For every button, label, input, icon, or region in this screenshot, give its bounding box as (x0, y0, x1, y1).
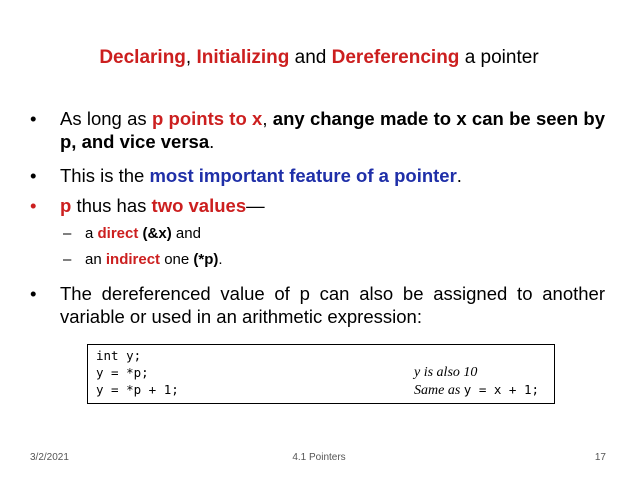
bullet-2-part-2: most important feature of a pointer (149, 165, 457, 186)
title-declaring: Declaring (99, 47, 186, 68)
code-line-1: int y; (96, 348, 142, 363)
subbullet-1 (63, 224, 201, 244)
code-line-3: y = *p + 1; (96, 382, 179, 397)
subbullet-2-part-5: . (218, 251, 223, 268)
subbullet-2-part-1: an (85, 251, 106, 268)
slide-title (0, 45, 638, 71)
bullet-2-text (60, 164, 605, 187)
code-comment-2-code: y = x + 1; (463, 382, 540, 397)
title-sep-2: and (289, 47, 332, 68)
code-comment-2-italic: Same as (414, 383, 464, 398)
bullet-4 (30, 282, 605, 328)
subbullet-1-part-4: (&x) (142, 225, 172, 242)
code-comment-2 (414, 381, 539, 399)
subbullet-1-part-1: a (85, 225, 98, 242)
bullet-3-part-4: — (246, 195, 265, 216)
footer-title: 4.1 Pointers (292, 452, 346, 463)
subbullet-1-part-2: direct (97, 225, 139, 242)
bullet-3-marker: • (30, 195, 37, 216)
bullet-2-part-1: This is the (60, 165, 150, 186)
subbullet-2-part-4: (*p) (193, 251, 219, 268)
title-sep-1: , (185, 47, 197, 68)
bullet-1-part-4: any change made to x can be seen by p, and vice versa (60, 108, 605, 152)
bullet-3 (30, 194, 605, 217)
bullet-2-part-3: . (456, 165, 462, 186)
bullet-2 (30, 164, 605, 187)
bullet-3-text (60, 194, 605, 217)
title-rest: a pointer (459, 47, 539, 68)
footer-date: 3/2/2021 (30, 452, 69, 463)
bullet-1-part-3: , (262, 108, 273, 129)
bullet-1-part-5: . (209, 131, 215, 152)
title-initializing: Initializing (196, 47, 290, 68)
bullet-3-part-3: two values (151, 195, 247, 216)
bullet-3-part-2: thus has (71, 195, 152, 216)
subbullet-2-part-2: indirect (105, 251, 161, 268)
bullet-3-part-1: p (60, 195, 72, 216)
code-comment-1: y is also 10 (414, 365, 478, 380)
subbullet-2-dash: – (63, 251, 72, 268)
bullet-1-marker: • (30, 108, 37, 129)
bullet-4-marker: • (30, 283, 37, 304)
subbullet-1-part-5: and (171, 225, 201, 242)
code-line-2: y = *p; (96, 365, 149, 380)
bullet-1-text (60, 107, 605, 153)
footer-page-number: 17 (594, 452, 606, 463)
code-box (87, 344, 555, 404)
bullet-1 (30, 107, 605, 153)
bullet-1-part-2: p points to x (151, 108, 263, 129)
bullet-4-text: The dereferenced value of p can also be assigned to another variable or used in an arithmetic expression: (60, 283, 605, 327)
bullet-2-marker: • (30, 165, 37, 186)
subbullet-2 (63, 250, 223, 270)
subbullet-1-dash: – (63, 225, 72, 242)
bullet-1-part-1: As long as (60, 108, 152, 129)
subbullet-2-part-3: one (160, 251, 194, 268)
title-dereferencing: Dereferencing (331, 47, 460, 68)
